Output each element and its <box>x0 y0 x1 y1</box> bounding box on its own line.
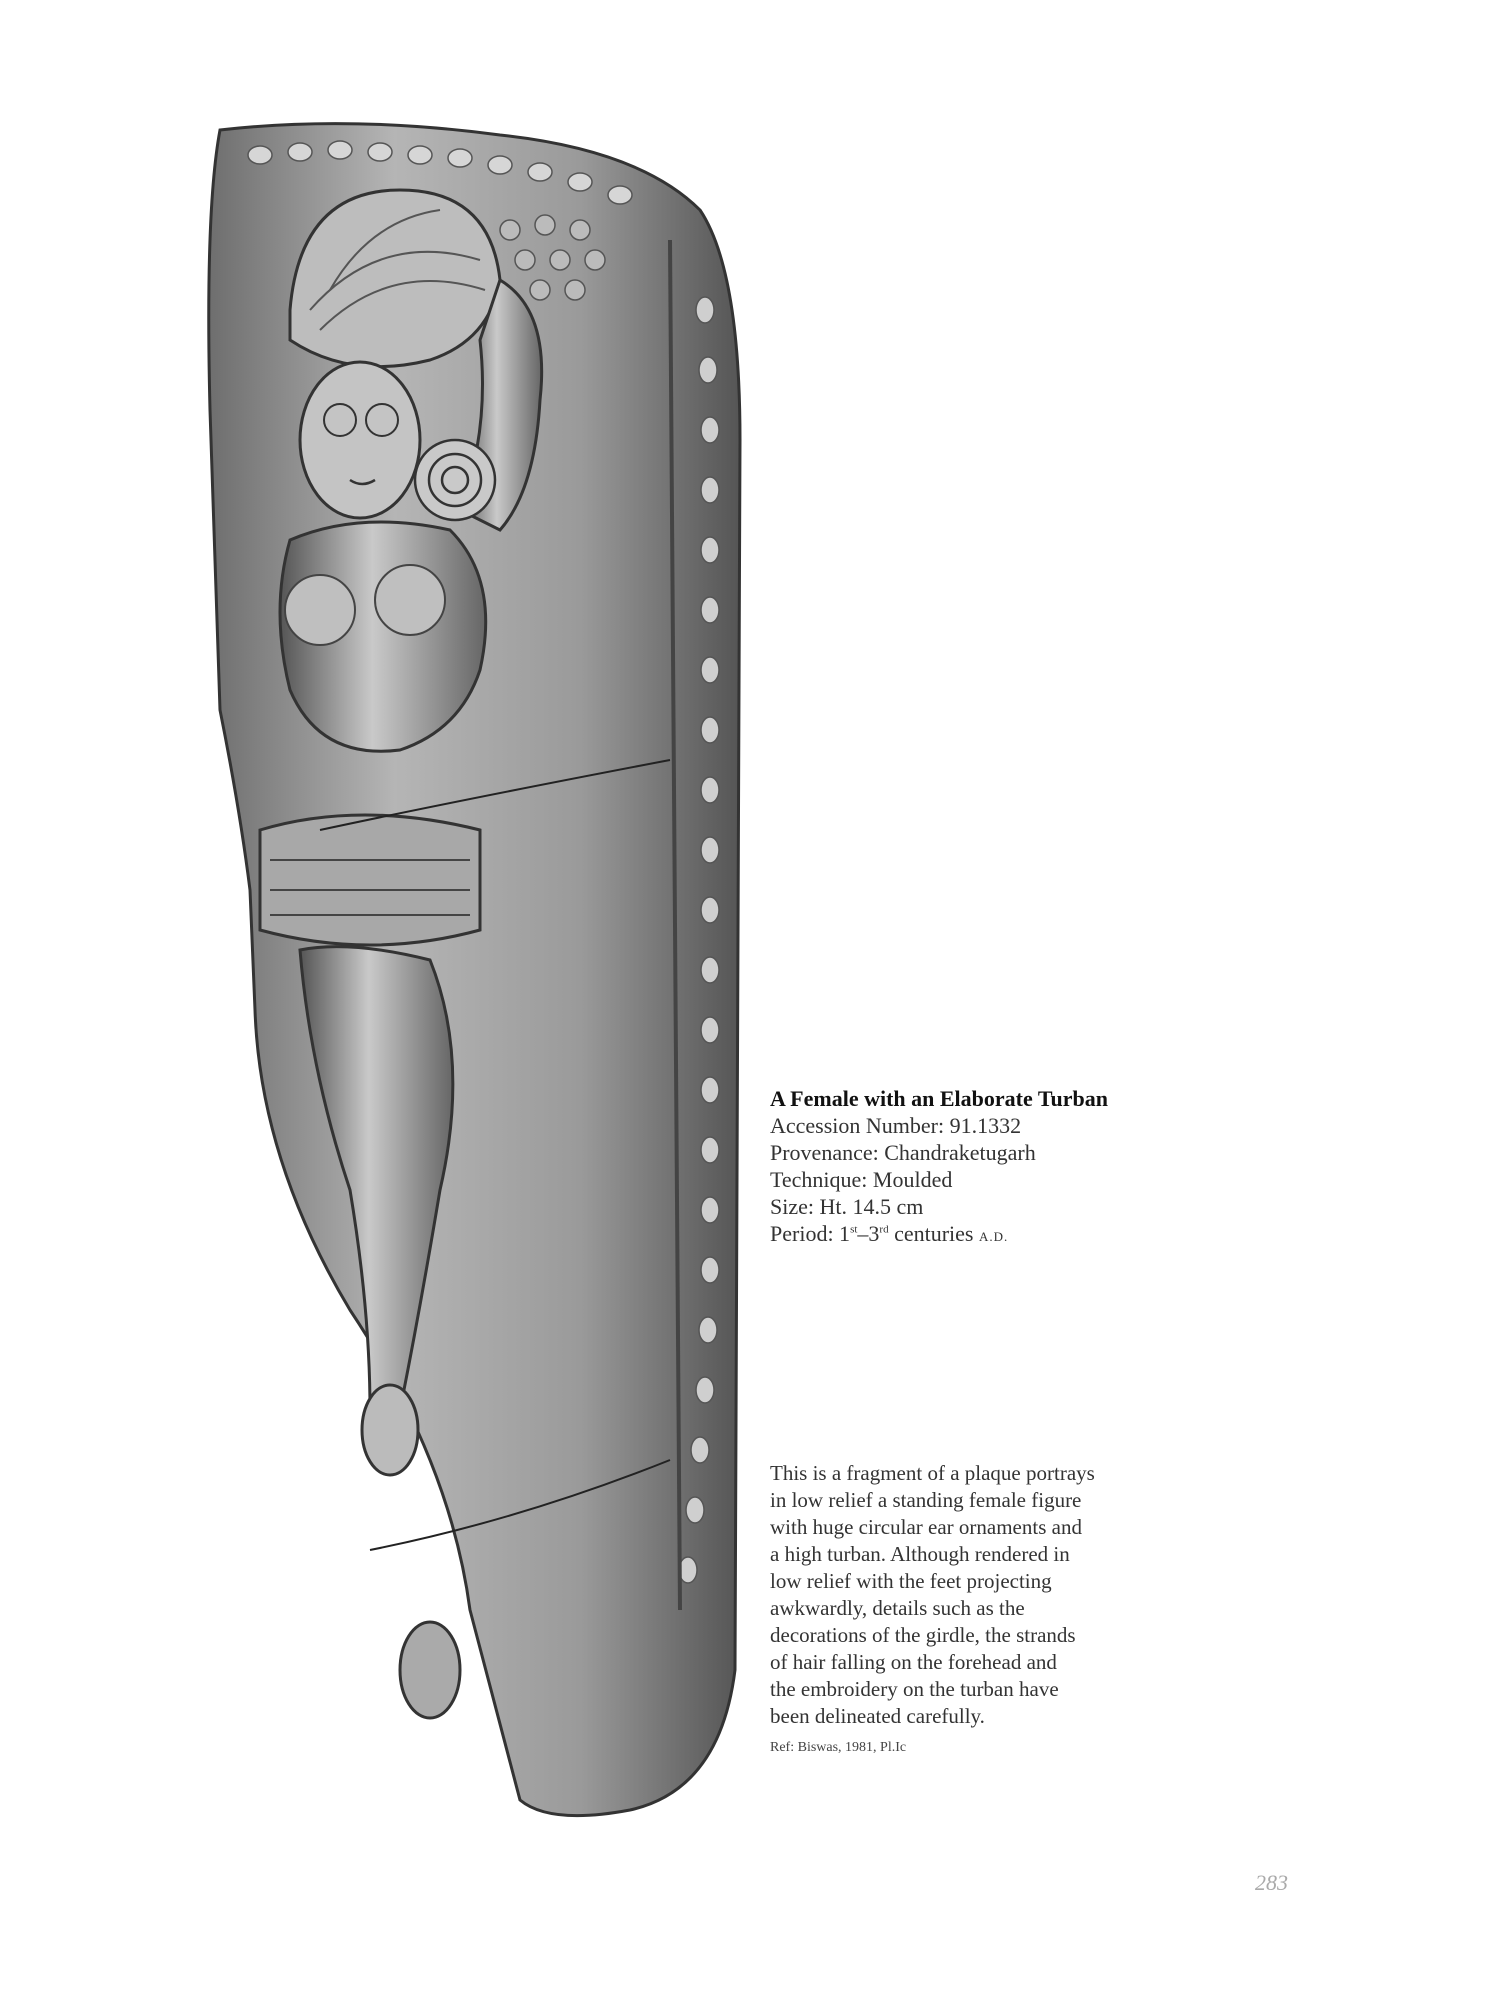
technique: Technique: Moulded <box>770 1167 953 1192</box>
description-line: awkwardly, details such as the <box>770 1596 1025 1620</box>
description-line: decorations of the girdle, the strands <box>770 1623 1076 1647</box>
description-line: a high turban. Although rendered in <box>770 1542 1070 1566</box>
description-line: low relief with the feet projecting <box>770 1569 1052 1593</box>
period-mid: –3 <box>857 1221 880 1246</box>
period-prefix: Period: 1 <box>770 1221 851 1246</box>
size: Size: Ht. 14.5 cm <box>770 1194 924 1219</box>
page-number: 283 <box>1255 1870 1288 1895</box>
reference: Ref: Biswas, 1981, Pl.Ic <box>770 1740 907 1755</box>
terracotta-plaque-figure-image <box>200 110 760 1830</box>
description-line: with huge circular ear ornaments and <box>770 1515 1082 1539</box>
accession-number: Accession Number: 91.1332 <box>770 1113 1022 1138</box>
catalog-title: A Female with an Elaborate Turban <box>770 1086 1108 1111</box>
description-line: This is a fragment of a plaque portrays <box>770 1461 1095 1485</box>
period-era: A.D. <box>978 1229 1009 1244</box>
description <box>770 1460 1190 1761</box>
description-line: been delineated carefully. <box>770 1704 985 1728</box>
provenance: Provenance: Chandraketugarh <box>770 1140 1036 1165</box>
period-sup-2: rd <box>879 1223 889 1236</box>
period-suffix: centuries <box>888 1221 979 1246</box>
period <box>770 1220 1250 1250</box>
description-line: in low relief a standing female figure <box>770 1488 1082 1512</box>
catalog-entry <box>770 1085 1250 1250</box>
period-sup-1: st <box>850 1223 858 1236</box>
description-line: of hair falling on the forehead and <box>770 1650 1057 1674</box>
description-line: the embroidery on the turban have <box>770 1677 1059 1701</box>
